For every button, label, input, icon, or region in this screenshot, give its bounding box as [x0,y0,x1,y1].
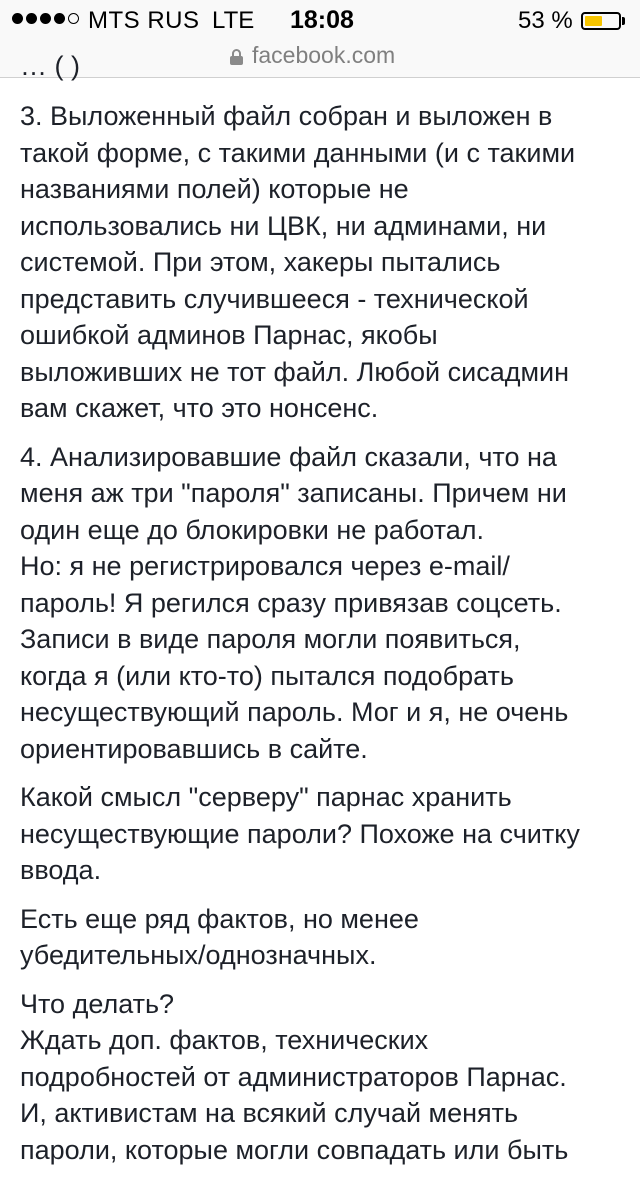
post-text [20,98,620,1180]
carrier-name: MTS RUS [88,7,200,34]
paragraph-line: убедительных/однозначных. [20,940,377,970]
paragraph-line: несуществующие пароли? Похоже на считку [20,818,580,849]
paragraph-line: ввода. [20,855,102,885]
signal-dot [26,13,37,24]
signal-dot-empty [68,13,79,24]
paragraph-line: И, активистам на всякий случай менять [20,1098,519,1128]
battery-icon [581,12,621,30]
paragraph-line: Что делать? [20,988,175,1019]
paragraph-line: несуществующий пароль. Мог и я, не очень [20,697,569,727]
signal-strength-icon [12,13,79,24]
paragraph-line: названиями полей) которые не [20,174,409,204]
clipped-text-line: … ( ) [20,51,80,81]
signal-dot [12,13,23,24]
paragraph-line: меня аж три "пароля" записаны. Причем ни [20,478,567,508]
paragraph-line: Но: я не регистрировался через e-mail/ [20,551,510,581]
post-paragraph [20,98,620,427]
signal-dot [54,13,65,24]
post-paragraph [20,901,620,974]
paragraph-line: представить случившееся - технической [20,283,529,314]
post-paragraph [20,779,620,889]
paragraph-line: Какой смысл "серверу" парнас хранить [20,782,512,812]
paragraph-line: вам скажет, что это нонсенс. [20,393,379,423]
paragraph-line: использовались ни ЦВК, ни админами, ни [20,210,547,241]
battery-tip [622,17,625,25]
paragraph-line: Записи в виде пароля могли появиться, [20,624,521,654]
paragraph-line: ошибкой админов Парнас, якобы [20,320,438,350]
paragraph-line: ориентировавшись в сайте. [20,733,368,764]
network-type: LTE [212,7,255,34]
paragraph-line: пароли, которые могли совпадать или быть [20,1134,569,1165]
paragraph-line: Есть еще ряд фактов, но менее [20,903,419,934]
paragraph-line: пароль! Я регился сразу привязав соцсеть. [20,587,562,618]
paragraph-line: подробностей от администраторов Парнас. [20,1061,567,1092]
url-text[interactable]: facebook.com [252,42,396,68]
paragraph-line: 3. Выложенный файл собран и выложен в [20,101,553,131]
paragraph-line: системой. При этом, хакеры пытались [20,247,501,277]
post-paragraph [20,439,620,768]
status-bar [0,0,640,40]
paragraph-line: Ждать доп. фактов, технических [20,1025,429,1055]
battery-level-fill [585,16,602,26]
paragraph-line: выложивших не тот файл. Любой сисадмин [20,356,570,387]
paragraph-line: когда я (или кто-то) пытался подобрать [20,660,514,691]
post-paragraph [20,986,620,1169]
paragraph-line: такой форме, с такими данными (и с такими [20,137,576,168]
battery-percent: 53 % [518,7,573,34]
status-time: 18:08 [290,6,354,34]
signal-dot [40,13,51,24]
paragraph-line: 4. Анализировавшие файл сказали, что на [20,441,557,472]
paragraph-line: один еще до блокировки не работал. [20,514,485,545]
